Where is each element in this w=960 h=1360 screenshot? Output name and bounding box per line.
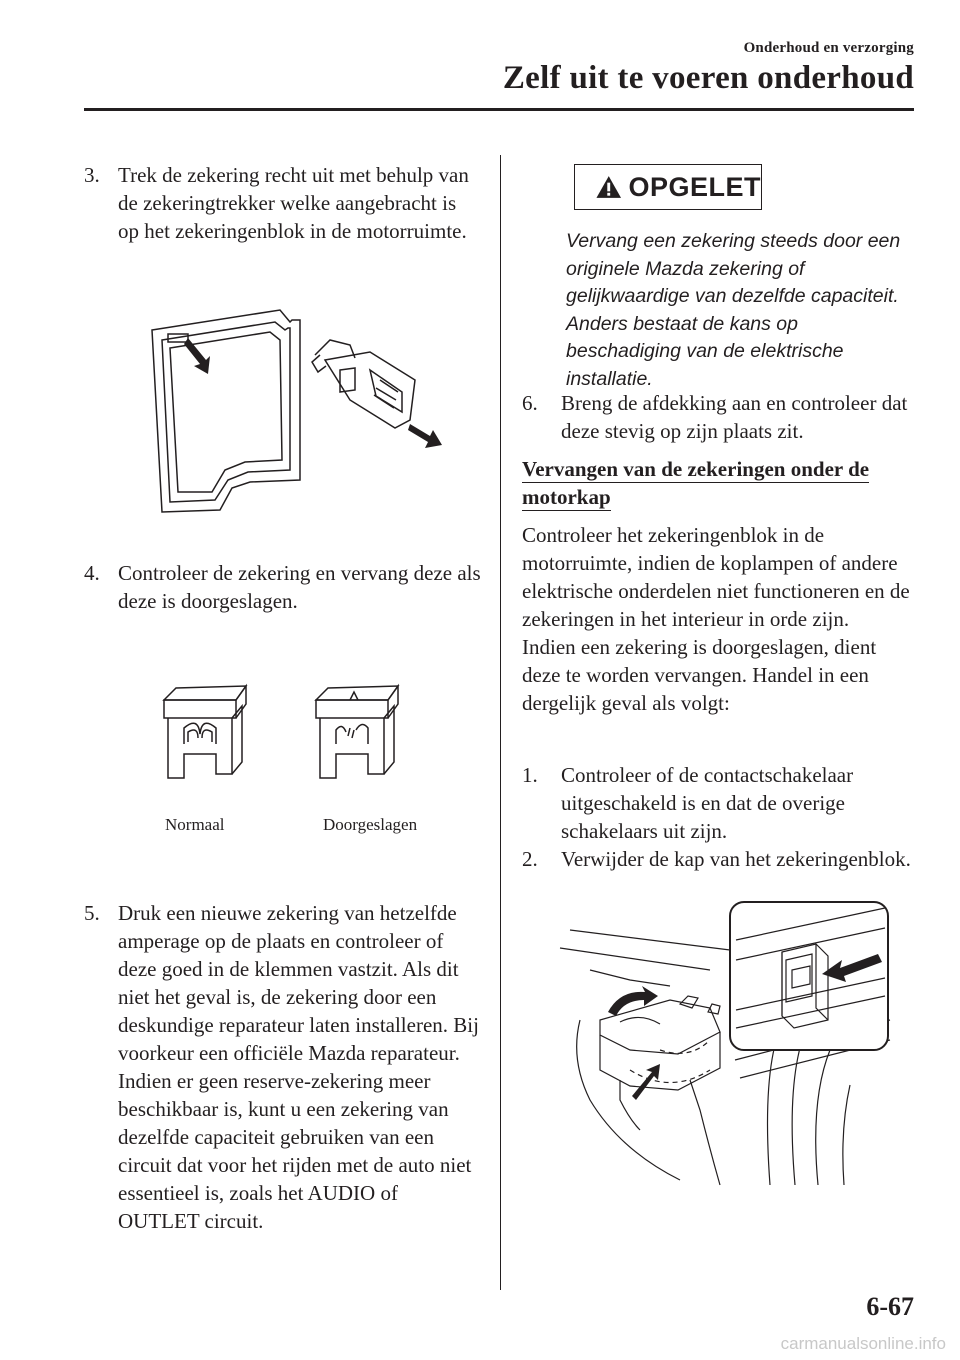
- step-number: 4.: [84, 561, 100, 585]
- header-rule: [84, 108, 914, 111]
- engine-bay-illustration: [560, 900, 895, 1185]
- step-4: [84, 559, 482, 615]
- intro-paragraph: Controleer het zekeringenblok in de motorruimte, indien de koplampen of andere elektrische onderdelen niet functioneren en de zekeringen in het interieur in orde zijn. Indien een zekering is doorgeslagen, dient deze te worden vervangen. Handel in een dergelijk geval als volgt:: [522, 523, 910, 715]
- step-text: Trek de zekering recht uit met behulp van de zekeringtrekker welke aangebracht is op het zekeringenblok in de motorruimte.: [118, 163, 469, 243]
- step-6: [522, 389, 912, 445]
- chapter-title: Zelf uit te voeren onderhoud: [502, 60, 914, 96]
- step-text: Breng de afdekking aan en controleer dat deze stevig op zijn plaats zit.: [561, 391, 908, 443]
- blown-fuse-illustration: [310, 682, 410, 786]
- step-1: [522, 761, 912, 845]
- caution-text: Vervang een zekering steeds door een originele Mazda zekering of gelijkwaardige van dezelfde capaciteit. Anders bestaat de kans op beschadiging van de elektrische installatie.: [566, 230, 901, 390]
- step-text: Controleer of de contactschakelaar uitgeschakeld is en dat de overige schakelaars uit zijn.: [561, 763, 854, 843]
- caption-blown: Doorgeslagen: [323, 815, 418, 834]
- step-number: 1.: [522, 763, 538, 787]
- page-number: 6-67: [866, 1292, 914, 1321]
- step-number: 5.: [84, 901, 100, 925]
- step-3: [84, 161, 482, 245]
- caution-label: OPGELET: [628, 171, 761, 202]
- step-number: 2.: [522, 847, 538, 871]
- step-text: Druk een nieuwe zekering van hetzelfde amperage op de plaats en controleer of deze goed in de klemmen vastzit. Als dit niet het geval is, de zekering door een deskundige reparateur laten installeren. Bij voorkeur een officiële Mazda reparateur. Indien er geen reserve-zekering meer beschikbaar is, kunt u een zekering van dezelfde capaciteit gebruiken van een circuit dat voor het rijden met de auto niet essentieel is, zoals het AUDIO of OUTLET circuit.: [118, 901, 479, 1233]
- step-number: 3.: [84, 163, 100, 187]
- normal-fuse-illustration: [158, 682, 258, 786]
- warning-icon: [595, 170, 622, 204]
- watermark: carmanualsonline.info: [780, 1334, 946, 1353]
- column-divider: [500, 155, 501, 1290]
- caution-box: [574, 164, 762, 210]
- section-subheading: [522, 455, 902, 511]
- section-title: Onderhoud en verzorging: [743, 40, 914, 56]
- step-text: Controleer de zekering en vervang deze als deze is doorgeslagen.: [118, 561, 481, 613]
- step-2: [522, 845, 912, 873]
- caption-normal: Normaal: [165, 815, 225, 834]
- step-5: [84, 899, 482, 1235]
- fuse-puller-illustration: [140, 300, 460, 515]
- subheading-text: Vervangen van de zekeringen onder de motorkap: [522, 457, 870, 509]
- step-text: Verwijder de kap van het zekeringenblok.: [561, 847, 911, 871]
- step-number: 6.: [522, 391, 538, 415]
